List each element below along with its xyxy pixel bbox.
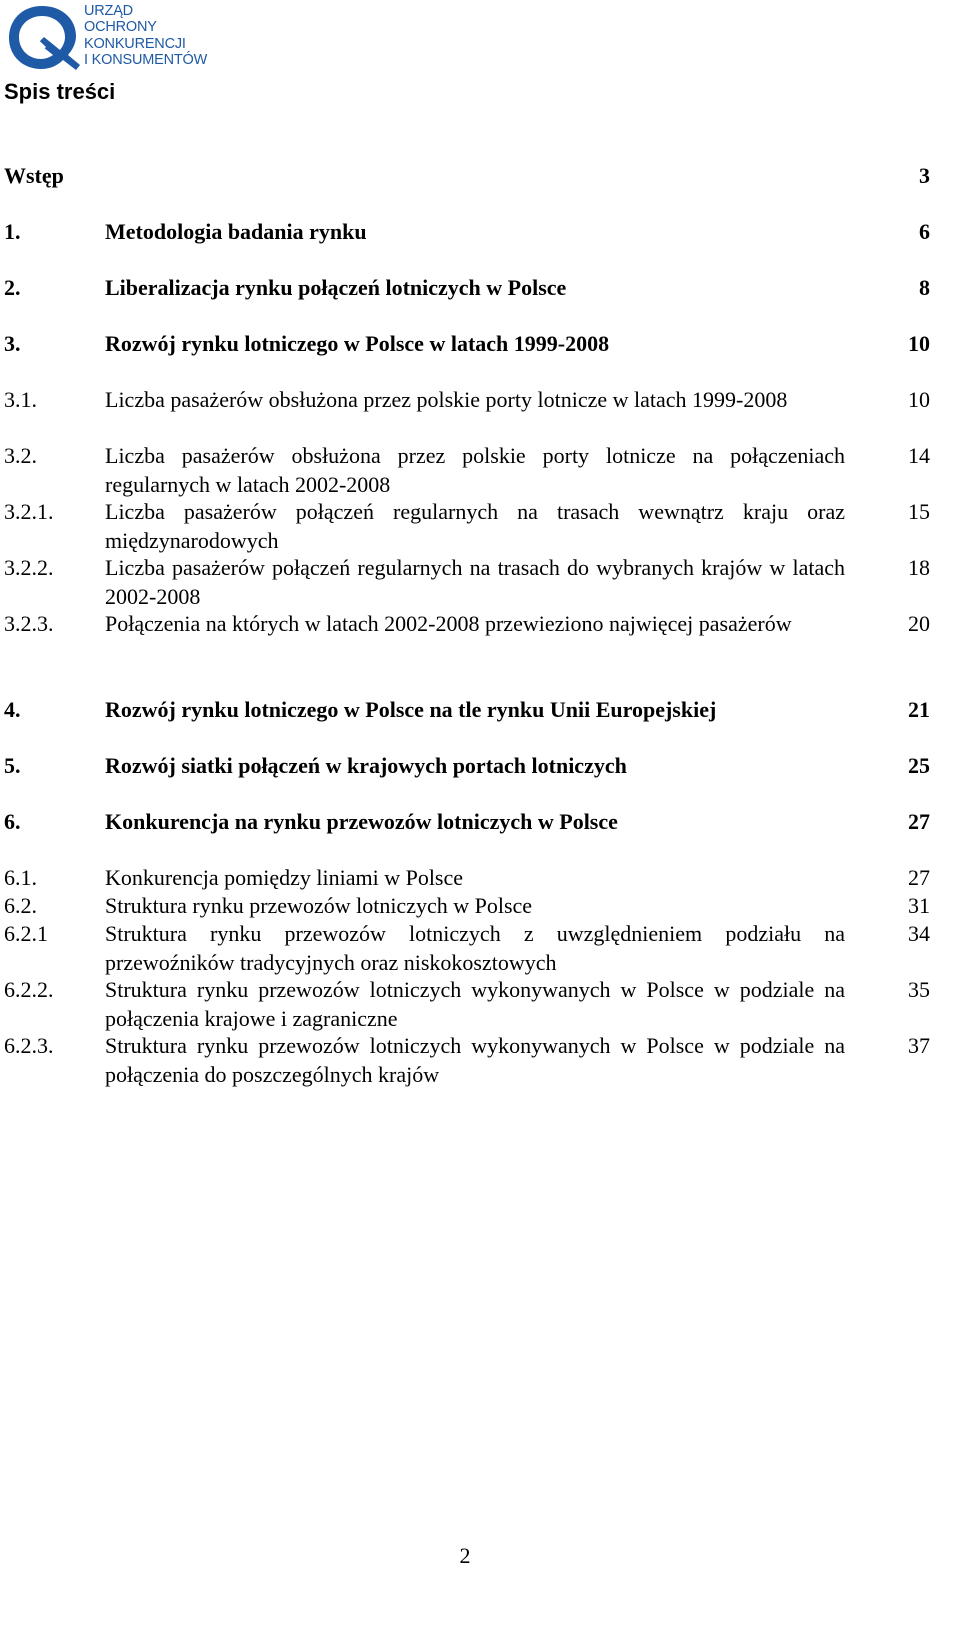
toc-entry-number: 3. (4, 331, 21, 356)
logo-line: KONKURENCJI (84, 35, 186, 52)
logo-line: URZĄD (84, 3, 133, 19)
toc-entry-title: Struktura rynku przewozów lotniczych wykonywanych w Polsce w podziale na połączenia do poszczególnych krajów (105, 1033, 845, 1087)
toc-entry[interactable] (4, 161, 960, 190)
toc-entry-title: Połączenia na których w latach 2002-2008 przewieziono najwięcej pasażerów (105, 611, 792, 636)
toc-entry-number: 3.2.1. (4, 499, 54, 524)
toc-entry-page: 10 (908, 331, 930, 356)
toc-entry-number: 3.2.3. (4, 611, 54, 636)
toc-entry-number: 6.2.3. (4, 1033, 54, 1058)
toc-entry-title: Rozwój rynku lotniczego w Polsce w latach 1999-2008 (105, 331, 610, 356)
logo-line: OCHRONY (84, 19, 157, 36)
page-number: 2 (459, 1543, 471, 1568)
toc-entry-page: 10 (908, 387, 930, 412)
toc-entry-page: 25 (908, 753, 930, 778)
toc-entry-page: 14 (908, 443, 930, 468)
toc-entry[interactable] (4, 609, 960, 667)
toc-entry-title: Liczba pasażerów obsłużona przez polskie porty lotnicze na połączeniach regularnych w latach 2002-2008 (105, 443, 845, 497)
toc-entry-title: Liberalizacja rynku połączeń lotniczych w Polsce (105, 275, 567, 300)
toc-entry[interactable] (4, 1031, 960, 1089)
toc-entry[interactable] (4, 217, 960, 246)
toc-entry[interactable] (4, 273, 960, 302)
toc-entry-number: 6.2.1 (4, 921, 48, 946)
toc-entry-title: Struktura rynku przewozów lotniczych w Polsce (105, 893, 533, 918)
toc-entry[interactable] (4, 329, 960, 358)
toc-entry-title: Wstęp (4, 163, 64, 188)
toc-entry-number: 3.2.2. (4, 555, 54, 580)
toc-entry-page: 35 (908, 977, 930, 1002)
toc-entry-page: 15 (908, 499, 930, 524)
toc-entry-number: 3.2. (4, 443, 37, 468)
page-heading: Spis treści (4, 79, 116, 104)
toc-entry-title: Struktura rynku przewozów lotniczych z uwzględnieniem podziału na przewoźników tradycyjnych oraz niskokosztowych (105, 921, 845, 975)
toc-entry[interactable] (4, 919, 960, 977)
toc-entry-title: Struktura rynku przewozów lotniczych wykonywanych w Polsce w podziale na połączenia krajowe i zagraniczne (105, 977, 845, 1031)
toc-entry-number: 2. (4, 275, 21, 300)
toc-entry[interactable] (4, 751, 960, 780)
toc-entry[interactable] (4, 863, 960, 892)
toc-entry-number: 6.2. (4, 893, 37, 918)
toc-entry-page: 37 (908, 1033, 930, 1058)
toc-entry-title: Rozwój siatki połączeń w krajowych portach lotniczych (105, 753, 627, 778)
toc-entry-page: 34 (908, 921, 930, 946)
toc-entry-title: Konkurencja na rynku przewozów lotniczych w Polsce (105, 809, 618, 834)
toc-entry-number: 4. (4, 697, 21, 722)
toc-entry-title: Liczba pasażerów połączeń regularnych na trasach wewnątrz kraju oraz międzynarodowych (105, 499, 845, 553)
toc-entry-page: 3 (919, 163, 930, 188)
toc-entry-page: 27 (908, 809, 930, 834)
toc-entry-page: 18 (908, 555, 930, 580)
toc-entry-number: 6.2.2. (4, 977, 54, 1002)
toc-entry[interactable] (4, 553, 960, 611)
toc-entry-title: Liczba pasażerów obsłużona przez polskie porty lotnicze w latach 1999-2008 (105, 387, 788, 412)
toc-entry-page: 20 (908, 611, 930, 636)
uokik-logo (6, 2, 206, 74)
logo-line: I KONSUMENTÓW (84, 51, 208, 68)
logo-text (84, 3, 207, 68)
toc-entry[interactable] (4, 807, 960, 836)
toc-entry-title: Liczba pasażerów połączeń regularnych na trasach do wybranych krajów w latach 2002-2008 (105, 555, 845, 609)
toc-entry[interactable] (4, 385, 960, 443)
uokik-logo-mark-icon (6, 2, 82, 72)
toc-entry-number: 1. (4, 219, 21, 244)
toc-entry-page: 31 (908, 893, 930, 918)
toc-entry-title: Konkurencja pomiędzy liniami w Polsce (105, 865, 464, 890)
toc-entry-page: 8 (919, 275, 930, 300)
toc-entry-page: 27 (908, 865, 930, 890)
toc-entry[interactable] (4, 975, 960, 1033)
toc-entry-number: 3.1. (4, 387, 37, 412)
toc-entry[interactable] (4, 891, 960, 920)
toc-entry-number: 5. (4, 753, 21, 778)
toc-entry-number: 6.1. (4, 865, 37, 890)
toc-entry[interactable] (4, 441, 960, 499)
toc-entry-title: Rozwój rynku lotniczego w Polsce na tle rynku Unii Europejskiej (105, 697, 717, 722)
toc-entry-page: 6 (919, 219, 930, 244)
toc-entry[interactable] (4, 497, 960, 555)
toc-entry-page: 21 (908, 697, 930, 722)
toc-entry[interactable] (4, 695, 960, 724)
toc-entry-number: 6. (4, 809, 21, 834)
toc-entry-title: Metodologia badania rynku (105, 219, 367, 244)
